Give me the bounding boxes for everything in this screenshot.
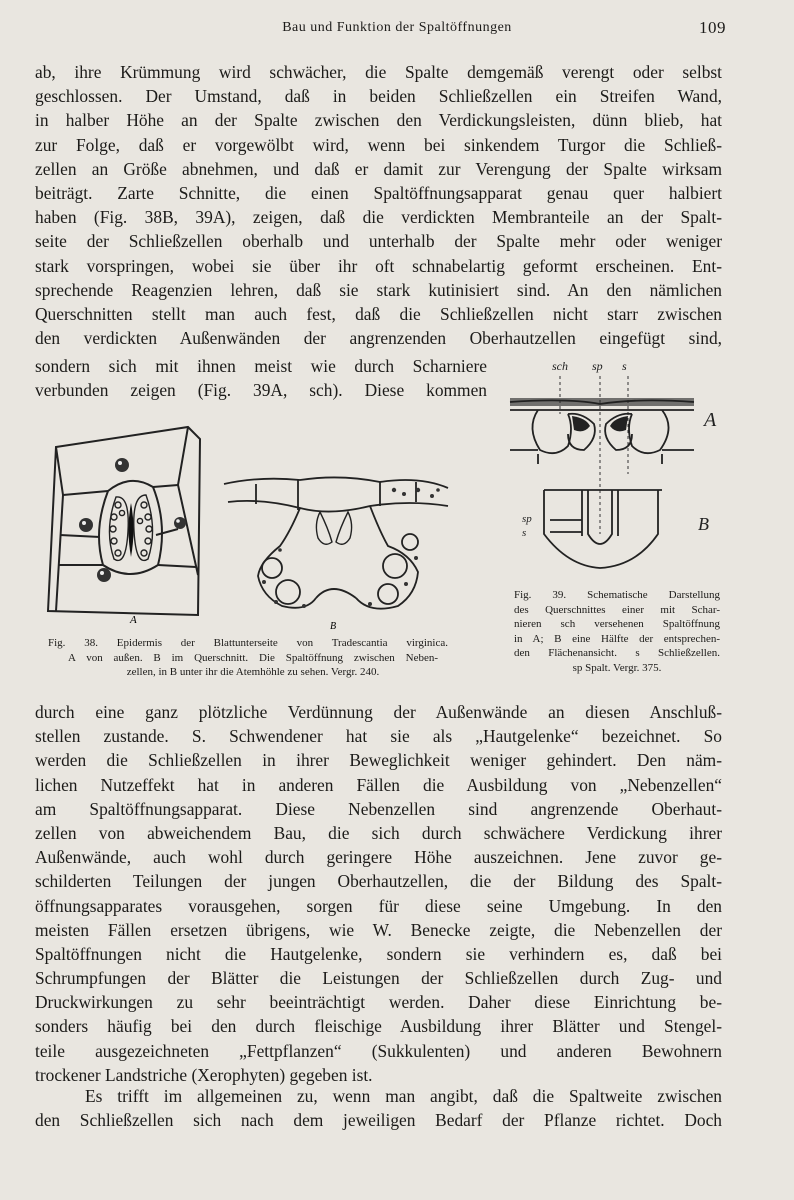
text-line: meisten Fällen ersetzen übrigens, wie W. Benecke zeigte, die Nebenzellen der <box>35 919 722 940</box>
figure-38a-label: A <box>130 614 137 626</box>
text-line: geschlossen. Der Umstand, daß in beiden Schließzellen ein Streifen Wand, <box>35 86 722 107</box>
figure-39-label-sp: sp <box>592 359 603 373</box>
text-line: werden die Schließzellen in ihrer Beweglichkeit weniger gehindert. Den näm- <box>35 750 722 771</box>
text-line: trockener Landstriche (Xerophyten) gegeben ist. <box>35 1064 373 1085</box>
text-line: öffnungsapparates vorausgehen, sorgen für diese seine Umgebung. In den <box>35 895 722 916</box>
text-line: Querschnitten stellt man auch fest, daß die Schließzellen nicht starr zwischen <box>35 303 722 324</box>
text-line: lichen Nutzeffekt hat in anderen Fällen die Ausbildung von „Nebenzellen“ <box>35 774 722 795</box>
figure-38b-illustration <box>220 472 452 632</box>
text-line: ab, ihre Krümmung wird schwächer, die Spalte demgemäß verengt oder selbst <box>35 62 722 82</box>
caption-line: den Flächenansicht. s Schließzellen. <box>514 647 720 659</box>
text-line: zur Folge, daß er vorgewölbt wird, wenn bei sinkendem Turgor die Schließ- <box>35 134 722 155</box>
figure-39-label-sch: sch <box>552 359 568 373</box>
caption-line: Fig. 39. Schematische Darstellung <box>514 589 720 601</box>
figure-39-label-a: A <box>704 409 717 431</box>
text-line: den verdickten Außenwänden der angrenzenden Oberhautzellen eingefügt sind, <box>35 328 722 349</box>
figure-39-illustration <box>508 354 730 582</box>
figure-38b-label: B <box>330 621 337 632</box>
figure-39-side-label-sp: sp <box>522 513 532 525</box>
text-line: Es trifft im allgemeinen zu, wenn man angibt, daß die Spaltweite zwischen <box>85 1086 722 1106</box>
paragraph-1 <box>35 60 722 350</box>
text-line: sprechende Reagenzien lehren, daß sie stark kutinisiert sind. An den nämlichen <box>35 279 722 300</box>
text-line: verbunden zeigen (Fig. 39A, sch). Diese kommen <box>35 380 487 401</box>
text-line: haben (Fig. 38B, 39A), zeigen, daß die verdickten Membranteile an der Spalt- <box>35 207 722 228</box>
text-line: zellen von abweichendem Bau, die sich durch schwächere Verdickung ihrer <box>35 822 722 843</box>
text-line: Außenwände, auch wohl durch geringere Höhe auszeichnen. Jene zuvor ge- <box>35 847 722 868</box>
caption-line: A von außen. B im Querschnitt. Die Spaltöffnung zwischen Neben- <box>68 651 438 664</box>
text-line: stark vorspringen, wobei sie über ihr oft schnabelartig geformt erscheinen. Ent- <box>35 255 722 276</box>
figure-39-label-s: s <box>622 359 627 373</box>
caption-line: zellen, in B unter ihr die Atemhöhle zu sehen. Vergr. 240. <box>126 666 380 678</box>
text-line: stellen zustande. S. Schwendener hat sie als „Hautgelenke“ bezeichnet. So <box>35 726 722 747</box>
figure-38a-illustration <box>38 425 218 630</box>
paragraph-2 <box>35 700 722 1087</box>
text-line: in halber Höhe an der Spalte zwischen den Verdickungsleisten, dünn blieb, hat <box>35 110 722 131</box>
caption-line: in A; B eine Hälfte der entsprechen- <box>514 632 720 645</box>
figure-38-caption <box>48 636 448 680</box>
caption-line: nieren sch versehenen Spaltöffnung <box>514 618 720 630</box>
text-line: den Schließzellen sich nach dem jeweiligen Bedarf der Pflanze richtet. Doch <box>35 1110 722 1131</box>
text-line: schilderten Teilungen der jungen Oberhautzellen, die der Bildung des Spalt- <box>35 871 722 892</box>
text-line: teile ausgezeichneten „Fettpflanzen“ (Sukkulenten) und anderen Bewohnern <box>35 1040 722 1061</box>
text-line: am Spaltöffnungsapparat. Diese Nebenzellen sind angrenzende Oberhaut- <box>35 798 722 819</box>
caption-line: des Querschnittes einer mit Schar- <box>514 603 720 616</box>
paragraph-3 <box>35 1084 722 1132</box>
text-line: Spaltöffnungen nicht die Hautgelenke, sondern sie verhindern es, daß bei <box>35 943 722 964</box>
page-header <box>0 18 794 42</box>
page-number: 109 <box>699 18 726 37</box>
figure-39-side-label-s: s <box>522 527 527 539</box>
text-line: beiträgt. Zarte Schnitte, die einen Spaltöffnungsapparat genau quer halbiert <box>35 182 722 203</box>
figure-39-caption <box>514 588 720 675</box>
caption-line: Fig. 38. Epidermis der Blattunterseite von Tradescantia virginica. <box>48 637 448 649</box>
running-title: Bau und Funktion der Spaltöffnungen <box>282 20 512 35</box>
text-line: seite der Schließzellen oberhalb und unterhalb der Spalte mehr oder weniger <box>35 231 722 252</box>
text-line: sondern sich mit ihnen meist wie durch Scharniere <box>35 356 487 376</box>
figure-39-label-b: B <box>698 514 709 534</box>
text-line: Druckwirkungen zu sehr beeinträchtigt werden. Daher diese Einrichtung be- <box>35 992 722 1013</box>
text-line: zellen an Größe abnehmen, und daß er damit zur Verengung der Spalte wirksam <box>35 158 722 179</box>
paragraph-1-continued <box>35 354 487 402</box>
text-line: Schrumpfungen der Blätter die Leistungen der Schließzellen durch Zug- und <box>35 968 722 989</box>
caption-line: sp Spalt. Vergr. 375. <box>572 661 662 674</box>
text-line: durch eine ganz plötzliche Verdünnung der Außenwände an diesen Anschluß- <box>35 702 722 722</box>
text-line: sonders häufig bei den durch fleischige Ausbildung ihrer Blätter und Stengel- <box>35 1016 722 1037</box>
